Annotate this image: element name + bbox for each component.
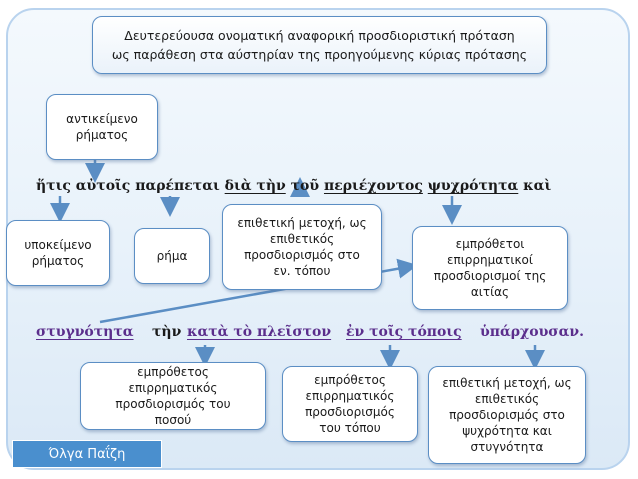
word-en-tois-topois: ἐν τοῖς τόποις <box>346 324 462 340</box>
greek-sentence-1 <box>36 178 551 194</box>
box-line: στυγνότητα <box>470 440 544 454</box>
causal-adverbials-box <box>412 226 568 310</box>
amount-adverbial-box <box>80 362 266 430</box>
box-line: ρήματος <box>31 254 85 268</box>
box-line: εμπρόθετος <box>314 373 386 387</box>
word-tin: τὴν <box>152 324 182 340</box>
word-parepetai: παρέπεται <box>135 178 220 194</box>
word-yparxousan: ὑπάρχουσαν. <box>480 324 584 340</box>
box-line: προσδιορισμοί της <box>433 269 547 283</box>
verb-box <box>134 228 210 284</box>
attributive-participle-place-box <box>222 204 382 290</box>
author-label: Όλγα Παΐζη <box>12 440 162 468</box>
box-line: προσδιορισμός του <box>115 397 231 411</box>
word-psyxrotita: ψυχρότητα <box>427 178 519 194</box>
box-line: επιρρηματικοί <box>447 253 533 267</box>
box-line: εν. τόπου <box>273 264 331 278</box>
word-htis: ἥτις <box>36 178 71 194</box>
box-line: επιρρηματικός <box>128 381 218 395</box>
attributive-participle-cold-box <box>428 366 586 464</box>
box-line: επιθετική μετοχή, ως <box>237 216 367 230</box>
word-periexontos: περιέχοντος <box>323 178 423 194</box>
box-line: επιθετικός <box>269 232 335 246</box>
word-kai: καὶ <box>523 178 552 194</box>
box-line: ρήματος <box>75 128 129 142</box>
box-line: ψυχρότητα και <box>462 424 552 438</box>
title-line-2: ως παράθεση στα αύστηρίαν της προηγούμενης κύριας πρότασης <box>111 47 528 62</box>
title-box <box>92 16 547 74</box>
word-autois: αὐτοῖς <box>75 178 131 194</box>
box-line: επιθετική μετοχή, ως <box>442 376 572 390</box>
word-kata-to-pleiston: κατὰ τὸ πλεῖστον <box>187 324 332 340</box>
box-line: του τόπου <box>319 421 381 435</box>
box-line: ποσού <box>154 413 192 427</box>
box-line: αιτίας <box>470 285 510 299</box>
title-line-1: Δευτερεύουσα ονοματική αναφορική προσδιοριστική πρόταση <box>124 28 515 43</box>
object-of-verb-box <box>46 94 158 160</box>
box-line: προσδιορισμός <box>305 405 395 419</box>
place-adverbial-box <box>282 366 418 442</box>
box-line: επιρρηματικός <box>305 389 395 403</box>
box-line: επιθετικός <box>474 392 540 406</box>
box-line: προσδιορισμός στο <box>449 408 565 422</box>
box-line: υποκείμενο <box>24 238 92 252</box>
box-line: εμπρόθετοι <box>455 237 525 251</box>
box-line: εμπρόθετος <box>137 365 209 379</box>
word-dia-tin: διὰ τὴν <box>224 178 286 194</box>
box-line: αντικείμενο <box>66 112 138 126</box>
word-stugnotita: στυγνότητα <box>36 324 134 340</box>
box-line: προσδιορισμός στο <box>244 248 360 262</box>
word-tou: τοῦ <box>290 178 320 194</box>
box-line: ρήμα <box>156 249 188 263</box>
subject-of-verb-box <box>6 220 110 286</box>
